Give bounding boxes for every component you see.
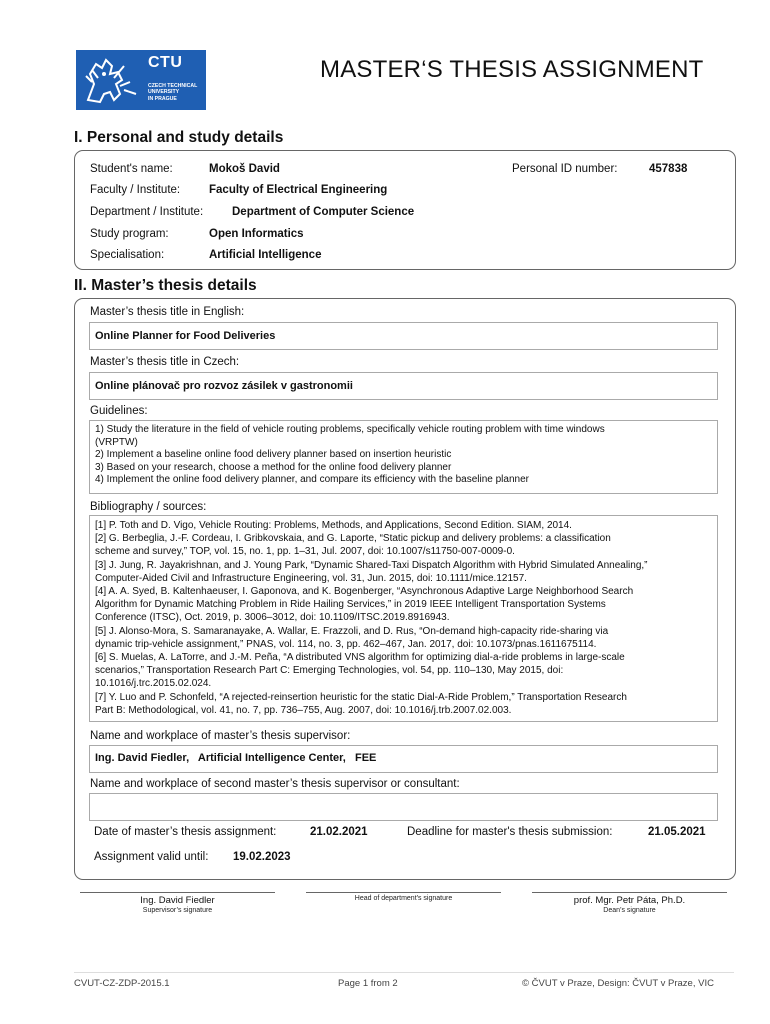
study-program-value: Open Informatics — [209, 228, 304, 240]
date-assignment-value: 21.02.2021 — [310, 826, 368, 838]
footer-form-code: CVUT-CZ-ZDP-2015.1 — [74, 978, 170, 989]
valid-until-label: Assignment valid until: — [94, 851, 209, 863]
specialisation-label: Specialisation: — [90, 249, 165, 261]
deadline-label: Deadline for master's thesis submission: — [407, 826, 613, 838]
ctu-logo — [76, 50, 206, 110]
head-signature-role: Head of department's signature — [354, 895, 453, 902]
footer-copyright: © ČVUT v Praze, Design: ČVUT v Praze, VIC — [522, 978, 714, 989]
dean-signature-name: prof. Mgr. Petr Páta, Ph.D. — [573, 895, 686, 906]
personal-id-label: Personal ID number: — [512, 163, 618, 175]
title-cz-value: Online plánovač pro rozvoz zásilek v gastronomii — [95, 380, 353, 392]
deadline-value: 21.05.2021 — [648, 826, 706, 838]
title-cz-field — [89, 372, 718, 400]
bibliography-field — [89, 515, 718, 722]
footer-page-number: Page 1 from 2 — [338, 978, 398, 989]
second-supervisor-label: Name and workplace of second master’s thesis supervisor or consultant: — [90, 778, 460, 790]
department-label: Department / Institute: — [90, 206, 204, 218]
bibliography-label: Bibliography / sources: — [90, 501, 207, 513]
guidelines-label: Guidelines: — [90, 405, 148, 417]
supervisor-signature-name: Ing. David Fiedler — [140, 895, 215, 906]
faculty-label: Faculty / Institute: — [90, 184, 181, 196]
personal-id-value: 457838 — [649, 163, 688, 175]
title-en-label: Master’s thesis title in English: — [90, 306, 245, 318]
title-cz-label: Master’s thesis title in Czech: — [90, 356, 240, 368]
dean-signature-line — [532, 892, 727, 893]
title-en-field — [89, 322, 718, 350]
title-en-value: Online Planner for Food Deliveries — [95, 330, 276, 342]
lion-emblem-icon — [80, 54, 144, 106]
supervisor-signature-role: Supervisor’s signature — [142, 907, 213, 914]
guidelines-text: 1) Study the literature in the field of vehicle routing problems, specifically vehicle routing problem with time windows (VRPTW) 2) Implement a baseline online food delivery planner based on insertion heuristic 3) Based on your research, choose a method for the online food delivery planner 4) Implement the online food delivery planner, and compare its efficiency with the baseline planner — [95, 424, 605, 486]
supervisor-signature-line — [80, 892, 275, 893]
student-value: Mokoš David — [209, 163, 280, 175]
guidelines-field — [89, 420, 718, 494]
study-program-label: Study program: — [90, 228, 169, 240]
second-supervisor-field — [89, 793, 718, 821]
logo-subtitle: CZECH TECHNICAL UNIVERSITY IN PRAGUE — [148, 83, 198, 102]
supervisor-field — [89, 745, 718, 773]
supervisor-value: Ing. David Fiedler, Artificial Intelligence Center, FEE — [95, 752, 377, 764]
date-assignment-label: Date of master’s thesis assignment: — [94, 826, 277, 838]
footer-divider — [74, 972, 734, 973]
bibliography-text: [1] P. Toth and D. Vigo, Vehicle Routing: Problems, Methods, and Applications, Second Edition. SIAM, 2014. [2] G. Berbeglia, J.-F. Cordeau, I. Gribkovskaia, and G. Laporte, “Static pickup and delivery problems: a classification scheme and survey,” TOP, vol. 15, no. 1, pp. 1–31, Jul. 2007, doi: 10.1007/s11750-007-0009-0. [3] J. Jung, R. Jayakrishnan, and J. Young Park, “Dynamic Shared-Taxi Dispatch Algorithm with Hybrid Simulated Annealing,” Computer-Aided Civil and Infrastructure Engineering, vol. 31, Jun. 2015, doi: 10.1111/mice.12157. [4] A. A. Syed, B. Kaltenhaeuser, I. Gaponova, and K. Bogenberger, “Asynchronous Adaptive Large Neighborhood Search Algorithm for Dynamic Matching Problem in Ride Hailing Services,” in 2019 IEEE Intelligent Transportation Systems Conference (ITSC), Oct. 2019, p. 3006–3012, doi: 10.1109/ITSC.2019.8916943. [5] J. Alonso-Mora, S. Samaranayake, A. Wallar, E. Frazzoli, and D. Rus, “On-demand high-capacity ride-sharing via dynamic trip-vehicle assignment,” PNAS, vol. 114, no. 3, pp. 462–467, Jan. 2017, doi: 10.1073/pnas.1611675114. [6] S. Muelas, A. LaTorre, and J.-M. Peña, “A distributed VNS algorithm for optimizing dial-a-ride problems in large-scale scenarios,” Transportation Research Part C: Emerging Technologies, vol. 54, pp. 110–130, May 2015, doi: 10.1016/j.trc.2015.02.024. [7] Y. Luo and P. Schonfeld, “A rejected-reinsertion heuristic for the static Dial-A-Ride Problem,” Transportation Research Part B: Methodological, vol. 41, no. 7, pp. 736–755, Aug. 2007, doi: 10.1016/j.trb.2007.02.003. — [95, 520, 648, 716]
valid-until-value: 19.02.2023 — [233, 851, 291, 863]
document-title: MASTER‘S THESIS ASSIGNMENT — [320, 56, 704, 83]
supervisor-label: Name and workplace of master’s thesis supervisor: — [90, 730, 351, 742]
section1-title: I. Personal and study details — [74, 129, 284, 146]
logo-wordmark: CTU — [148, 54, 183, 71]
section2-title: II. Master’s thesis details — [74, 277, 257, 294]
department-value: Department of Computer Science — [232, 206, 415, 218]
dean-signature-role: Dean’s signature — [603, 907, 656, 914]
head-signature-line — [306, 892, 501, 893]
faculty-value: Faculty of Electrical Engineering — [209, 184, 388, 196]
student-label: Student's name: — [90, 163, 173, 175]
specialisation-value: Artificial Intelligence — [209, 249, 322, 261]
